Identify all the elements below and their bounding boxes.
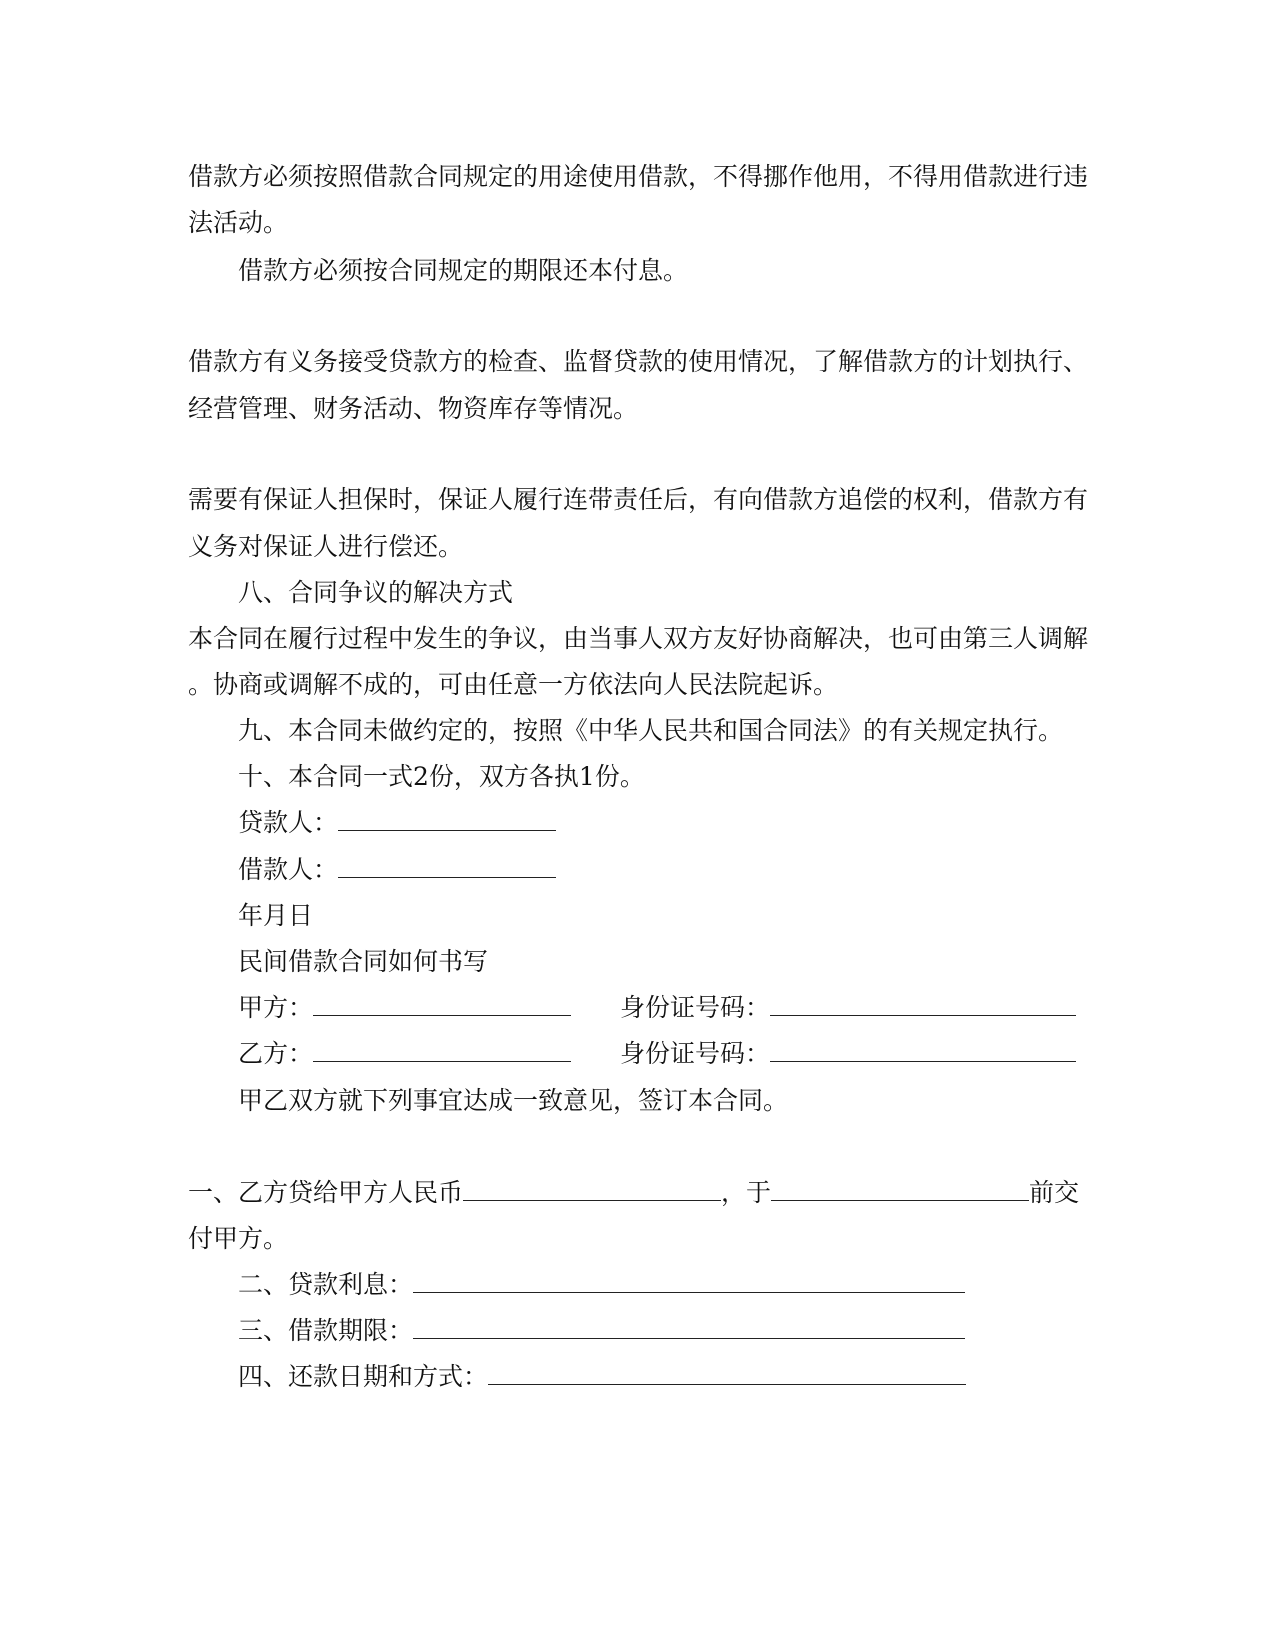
clause-1-line1 xyxy=(188,1178,1079,1208)
party-b-id-blank xyxy=(770,1039,1076,1062)
clause-4-label: 四、还款日期和方式： xyxy=(238,1362,489,1391)
clause-2-blank xyxy=(413,1270,965,1293)
clause-1-date-blank xyxy=(771,1178,1029,1201)
party-a-label: 甲方： xyxy=(238,993,314,1022)
paragraph-usage-line2: 法活动。 xyxy=(188,208,289,237)
paragraph-usage-line1: 借款方必须按照借款合同规定的用途使用借款，不得挪作他用，不得用借款进行违 xyxy=(188,162,1089,191)
paragraph-guarantor-line1: 需要有保证人担保时，保证人履行连带责任后，有向借款方追偿的权利，借款方有 xyxy=(188,485,1089,514)
party-b-id-line xyxy=(620,1039,1076,1069)
date-line: 年月日 xyxy=(238,901,314,930)
party-a-id-blank xyxy=(770,993,1076,1016)
clause-1-text-c: 前交 xyxy=(1029,1178,1080,1207)
clause-1-line2: 付甲方。 xyxy=(188,1224,289,1253)
clause-2-label: 二、贷款利息： xyxy=(238,1270,414,1299)
section-title-how-to-write: 民间借款合同如何书写 xyxy=(238,947,489,976)
lender-signature-line xyxy=(238,808,556,838)
clause-2-interest xyxy=(238,1270,965,1300)
paragraph-dispute-line1: 本合同在履行过程中发生的争议，由当事人双方友好协商解决，也可由第三人调解 xyxy=(188,624,1089,653)
lender-label: 贷款人： xyxy=(238,808,339,837)
lender-blank xyxy=(338,808,556,831)
section-9: 九、本合同未做约定的，按照《中华人民共和国合同法》的有关规定执行。 xyxy=(238,716,1064,745)
borrower-label: 借款人： xyxy=(238,855,339,884)
paragraph-inspection-line1: 借款方有义务接受贷款方的检查、监督贷款的使用情况，了解借款方的计划执行、 xyxy=(188,347,1089,376)
agreement-statement: 甲乙双方就下列事宜达成一致意见，签订本合同。 xyxy=(238,1086,789,1115)
party-b-id-label: 身份证号码： xyxy=(620,1039,771,1068)
party-b-blank xyxy=(313,1039,571,1062)
paragraph-inspection-line2: 经营管理、财务活动、物资库存等情况。 xyxy=(188,394,639,423)
party-b-label: 乙方： xyxy=(238,1039,314,1068)
paragraph-repayment: 借款方必须按合同规定的期限还本付息。 xyxy=(238,256,689,285)
clause-1-amount-blank xyxy=(463,1178,721,1201)
borrower-blank xyxy=(338,855,556,878)
party-a-id-line xyxy=(620,993,1076,1023)
clause-3-blank xyxy=(413,1316,965,1339)
section-8-heading: 八、合同争议的解决方式 xyxy=(238,578,514,607)
paragraph-dispute-line2: 。协商或调解不成的，可由任意一方依法向人民法院起诉。 xyxy=(188,670,839,699)
party-a-id-label: 身份证号码： xyxy=(620,993,771,1022)
clause-3-label: 三、借款期限： xyxy=(238,1316,414,1345)
borrower-signature-line xyxy=(238,855,556,885)
party-a-blank xyxy=(313,993,571,1016)
clause-1-text-a: 一、乙方贷给甲方人民币 xyxy=(188,1178,464,1207)
party-a-line xyxy=(238,993,571,1023)
clause-1-text-b: ，于 xyxy=(721,1178,772,1207)
clause-4-blank xyxy=(488,1362,966,1385)
clause-3-term xyxy=(238,1316,965,1346)
section-10: 十、本合同一式2份，双方各执1份。 xyxy=(238,762,645,791)
clause-4-repayment xyxy=(238,1362,966,1392)
party-b-line xyxy=(238,1039,571,1069)
paragraph-guarantor-line2: 义务对保证人进行偿还。 xyxy=(188,532,464,561)
